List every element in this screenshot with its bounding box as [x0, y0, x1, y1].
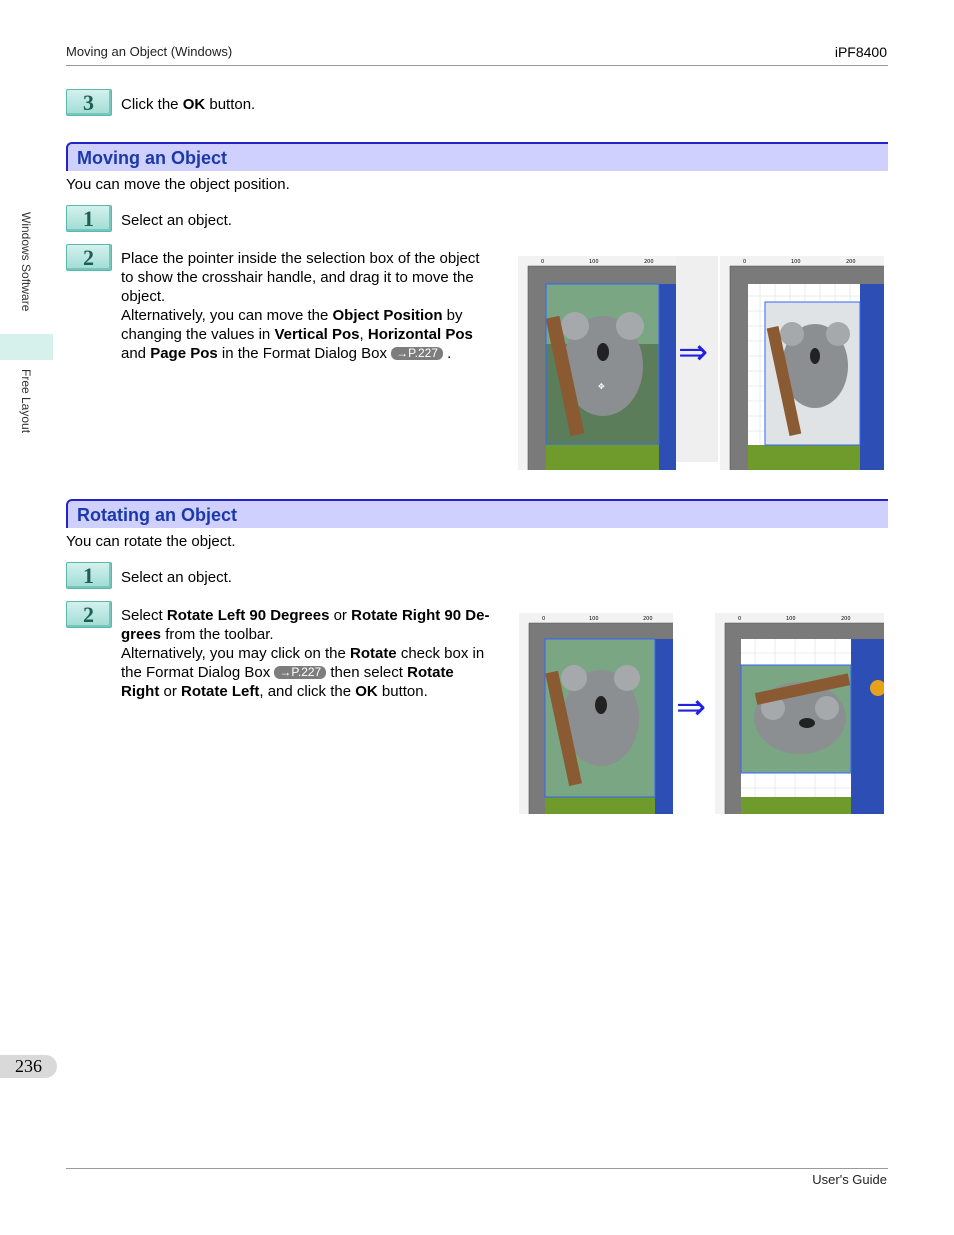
- step-text: Select an object.: [121, 569, 232, 586]
- ruler-label: 0: [738, 616, 742, 622]
- step-number-badge: 1: [66, 562, 112, 589]
- sidebar-section: Windows Software: [19, 212, 33, 312]
- crosshair-icon: ✥: [598, 382, 605, 391]
- ruler-label: 200: [643, 616, 653, 622]
- page-number: 236: [0, 1055, 57, 1078]
- ruler-label: 100: [589, 259, 599, 265]
- page-reference-link[interactable]: →P.227: [391, 347, 443, 360]
- ruler-label: 100: [791, 259, 801, 265]
- screenshot-after-move: [720, 256, 884, 470]
- transition-arrow-icon: ⇒: [678, 332, 709, 373]
- footer-guide-title: User's Guide: [812, 1172, 887, 1187]
- page-reference-link[interactable]: →P.227: [274, 666, 326, 679]
- ruler-label: 0: [743, 259, 747, 265]
- step-number-badge: 1: [66, 205, 112, 232]
- screenshot-before-rotate: [519, 613, 673, 814]
- ruler-label: 100: [786, 616, 796, 622]
- step-text-block: Place the pointer inside the selection box of the object to show the crosshair handle, and drag it to move the object. Alternatively, you can move the Object Position by changing the values in Vertical Pos, Horizontal Pos and Page Pos in the Format Dialog Box →P.227 .: [121, 250, 480, 362]
- header-divider: [66, 65, 888, 66]
- sidebar-subsection: Free Layout: [19, 369, 33, 434]
- ruler-label: 200: [841, 616, 851, 622]
- header-chapter: Moving an Object (Windows): [66, 44, 233, 59]
- ruler-label: 100: [589, 616, 599, 622]
- header-model: iPF8400: [834, 44, 887, 60]
- ruler-label: 200: [644, 259, 654, 265]
- ruler-label: 0: [541, 259, 545, 265]
- section-intro: You can rotate the object.: [66, 533, 236, 550]
- step-number-badge: 3: [66, 89, 112, 116]
- section-title: Moving an Object: [77, 148, 228, 168]
- step-text-block: Select Rotate Left 90 Degrees or Rotate Right 90 De- grees from the toolbar. Alternatively, you may click on the Rotate check box in the Format Dialog Box →P.227 then select Rotate Right or Rotate Left, and click the OK button.: [121, 607, 490, 700]
- screenshot-before-move: [518, 256, 676, 470]
- section-title: Rotating an Object: [77, 505, 238, 525]
- step-text: Click the OK button.: [121, 96, 256, 113]
- step-number-badge: 2: [66, 244, 112, 271]
- screenshot-after-rotate: [715, 613, 884, 814]
- step-text: Select an object.: [121, 212, 232, 229]
- section-heading-bar: [66, 499, 888, 528]
- ruler-label: 0: [542, 616, 546, 622]
- sidebar-tab: [0, 334, 53, 360]
- section-intro: You can move the object position.: [66, 176, 290, 193]
- section-heading-bar: [66, 142, 888, 171]
- footer-divider: [66, 1168, 888, 1169]
- ruler-label: 200: [846, 259, 856, 265]
- transition-arrow-icon: ⇒: [676, 687, 707, 728]
- step-number-badge: 2: [66, 601, 112, 628]
